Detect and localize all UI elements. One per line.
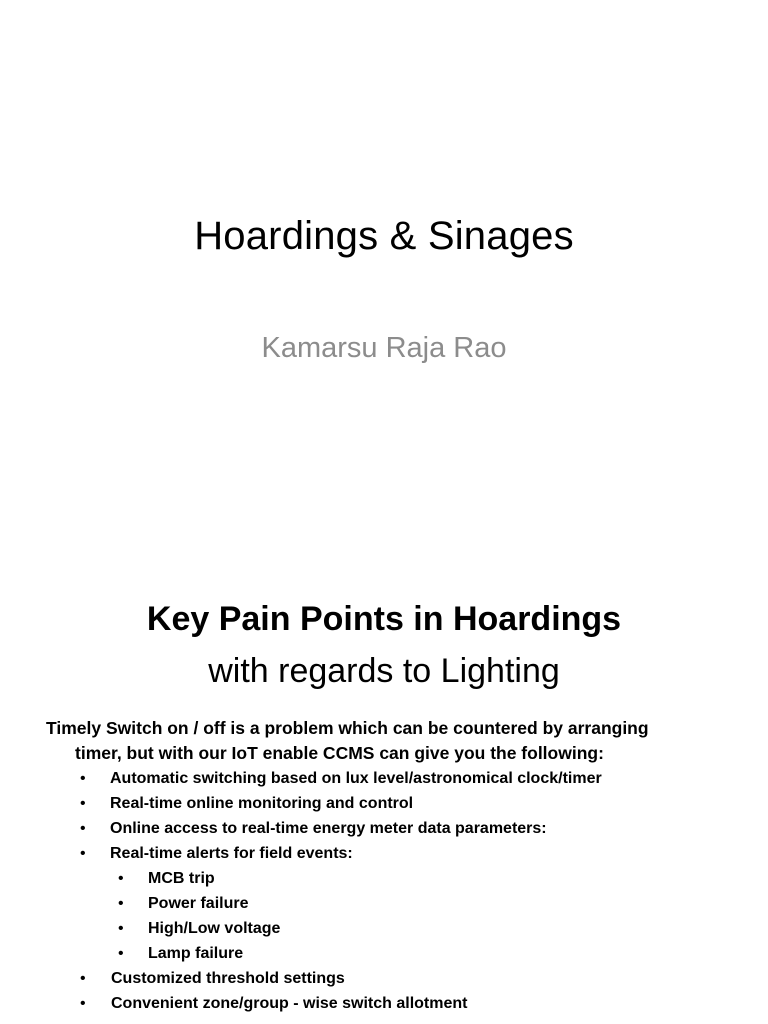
- bullet-marker: •: [118, 945, 124, 962]
- bullet-marker: •: [118, 895, 124, 912]
- intro-line-2: timer, but with our IoT enable CCMS can give you the following:: [75, 743, 604, 763]
- slide-heading: Key Pain Points in Hoardings: [146, 600, 622, 638]
- bullet-marker: •: [80, 795, 86, 812]
- bullet-marker: •: [80, 770, 86, 787]
- list-item-text: Convenient zone/group - wise switch allotment: [111, 995, 468, 1012]
- list-item-text: Automatic switching based on lux level/astronomical clock/timer: [110, 770, 602, 787]
- bullet-marker: •: [80, 970, 86, 987]
- list-item-text: MCB trip: [148, 870, 215, 887]
- list-item-text: Lamp failure: [148, 945, 244, 962]
- content-slide: [0, 576, 768, 1024]
- bullet-marker: •: [80, 845, 86, 862]
- bullet-marker: •: [80, 820, 86, 837]
- intro-line-1: Timely Switch on / off is a problem which can be countered by arranging: [46, 718, 649, 738]
- list-item-text: Customized threshold settings: [111, 970, 345, 987]
- bullet-marker: •: [80, 995, 86, 1012]
- list-item-text: Power failure: [148, 895, 249, 912]
- slide-subheading: with regards to Lighting: [208, 652, 560, 690]
- bullet-marker: •: [118, 870, 124, 887]
- slide-title: Hoardings & Sinages: [194, 214, 574, 258]
- list-item-text: Online access to real-time energy meter data parameters:: [110, 820, 547, 837]
- bullet-marker: •: [118, 920, 124, 937]
- slide-author: Kamarsu Raja Rao: [261, 332, 507, 364]
- list-item-text: High/Low voltage: [148, 920, 281, 937]
- list-item-text: Real-time online monitoring and control: [110, 795, 414, 812]
- intro-paragraph: [46, 716, 726, 766]
- list-item-text: Real-time alerts for field events:: [110, 845, 353, 862]
